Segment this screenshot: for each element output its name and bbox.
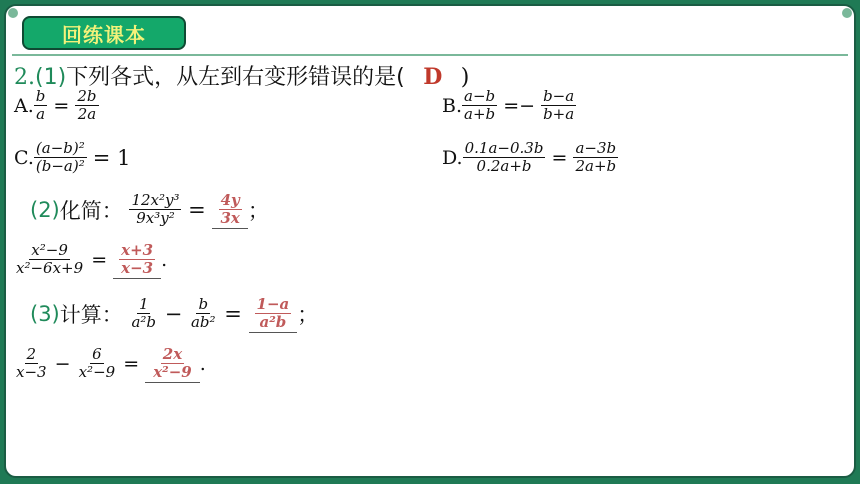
- denominator: a+b: [464, 105, 496, 124]
- answer-blank: [145, 346, 200, 383]
- answer-denominator: x−3: [121, 259, 154, 278]
- numerator: b: [198, 295, 209, 313]
- equals: =−: [503, 94, 536, 117]
- option-letter: A.: [14, 94, 34, 117]
- equals: =: [188, 197, 206, 222]
- numerator: a−b: [464, 87, 496, 105]
- numerator: a−3b: [575, 139, 617, 157]
- part-label: (2): [30, 197, 60, 222]
- equals: =: [224, 301, 242, 326]
- part-2-b: [14, 242, 167, 279]
- corner-dot-icon: [8, 8, 18, 18]
- denominator: 2a: [77, 105, 97, 124]
- denominator: (b−a)²: [35, 157, 85, 176]
- denominator: x−3: [16, 363, 47, 382]
- answer: D: [423, 64, 443, 90]
- denominator: a²b: [131, 313, 156, 332]
- part-text: 化简：: [59, 198, 123, 223]
- denominator: 9x³y²: [136, 209, 175, 228]
- operator: −: [54, 352, 71, 375]
- option-d: [442, 140, 618, 176]
- numerator: 6: [92, 345, 102, 363]
- numerator: b−a: [543, 87, 575, 105]
- numerator: b: [35, 87, 46, 105]
- answer-numerator: 1−a: [256, 295, 290, 313]
- denominator: 2a+b: [575, 157, 617, 176]
- part-3-b: [14, 346, 206, 383]
- answer-blank: [249, 296, 298, 333]
- answer-blank: [212, 192, 247, 229]
- answer-numerator: 4y: [220, 191, 240, 209]
- option-c: [14, 140, 130, 176]
- equals: =: [91, 248, 108, 271]
- numerator: 2: [26, 345, 37, 363]
- part-text: 计算：: [59, 302, 123, 327]
- close-paren: ): [460, 65, 470, 90]
- punct: ；: [247, 198, 269, 223]
- equals: = 1: [92, 145, 131, 170]
- denominator: ab²: [190, 313, 216, 332]
- numerator: x²−9: [31, 241, 68, 259]
- answer-numerator: x+3: [121, 241, 154, 259]
- numerator: 0.1a−0.3b: [464, 139, 544, 157]
- option-letter: C.: [14, 146, 34, 169]
- option-b: [442, 88, 576, 124]
- option-a: [14, 88, 99, 124]
- denominator: b+a: [543, 105, 575, 124]
- equals: =: [123, 352, 140, 375]
- equals: =: [53, 94, 70, 117]
- option-letter: D.: [442, 146, 463, 169]
- header-divider: [12, 54, 848, 56]
- corner-dot-icon: [842, 8, 852, 18]
- answer-denominator: a²b: [259, 313, 287, 332]
- question-number: 2.: [14, 65, 35, 90]
- option-letter: B.: [442, 94, 463, 117]
- question-text: 下列各式，从左到右变形错误的是(: [66, 65, 405, 90]
- answer-denominator: x²−9: [153, 363, 192, 382]
- equals: =: [551, 146, 568, 169]
- numerator: 2b: [77, 87, 97, 105]
- answer-blank: [113, 242, 161, 279]
- denominator: 0.2a+b: [476, 157, 532, 176]
- punct: .: [199, 352, 206, 375]
- slide-frame: [4, 4, 856, 478]
- answer-denominator: 3x: [220, 209, 240, 228]
- operator: −: [164, 301, 183, 326]
- punct: .: [161, 248, 168, 271]
- section-tag: 回练课本: [22, 16, 186, 50]
- numerator: 1: [138, 295, 149, 313]
- denominator: x²−6x+9: [16, 259, 84, 278]
- part-label: (3): [30, 301, 60, 326]
- numerator: (a−b)²: [35, 139, 85, 157]
- part-2-a: [30, 192, 269, 229]
- numerator: 12x²y³: [131, 191, 180, 209]
- punct: ；: [297, 302, 319, 327]
- answer-numerator: 2x: [162, 345, 183, 363]
- part-3-a: [30, 296, 318, 333]
- denominator: a: [36, 105, 46, 124]
- part-label: (1): [35, 65, 67, 90]
- denominator: x²−9: [78, 363, 116, 382]
